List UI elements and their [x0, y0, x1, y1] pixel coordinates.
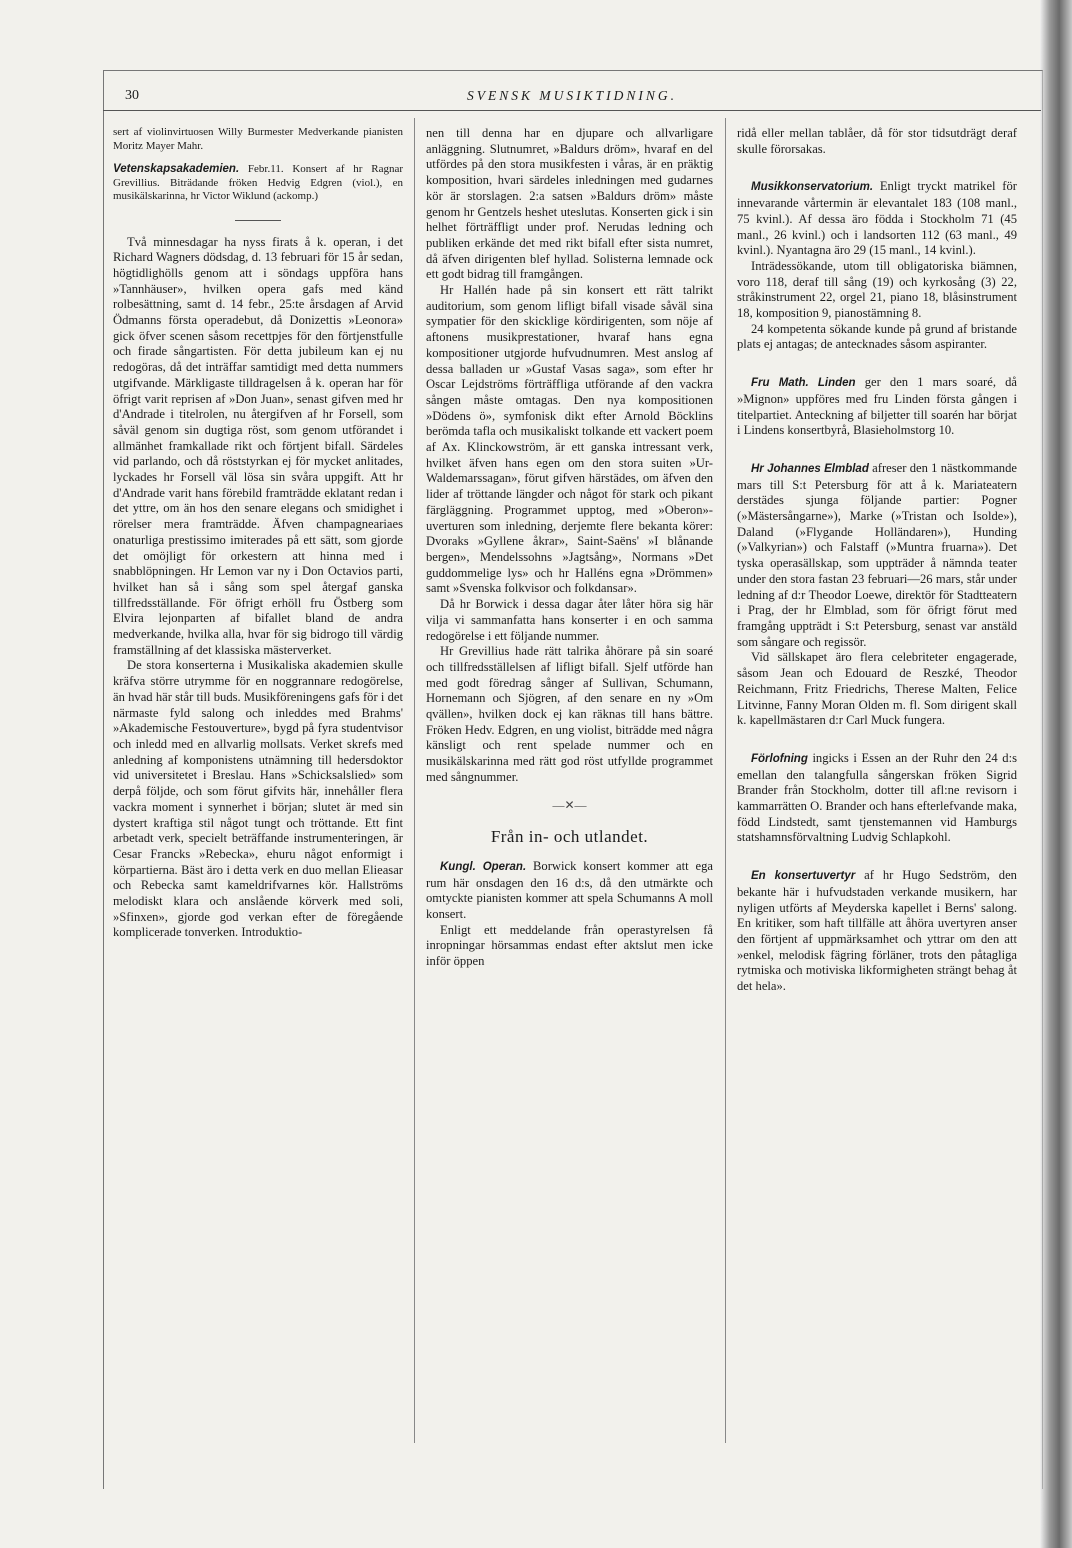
news-text: ger den 1 mars soaré, då »Mignon» uppföres med fru Linden första gången i titelpartiet. Anteckning af biljetter till soarén har börjat i Lindens konsertbyrå, Blasieholmstorg 10.	[737, 375, 1017, 438]
column-2	[426, 126, 713, 1456]
news-item	[737, 751, 1017, 846]
article-paragraph: 24 kompetenta sökande kunde på grund af bristande plats ej antagas; de antecknades såsom aspiranter.	[737, 321, 1017, 352]
news-text: ingicks i Essen an der Ruhr den 24 d:s emellan den talangfulla sångerskan fröken Sigrid Brander från Stockholm, dotter till afl:ne revisorn i kammarrätten O. Brander och hans efterlefvande maka, född Lindstedt, samt tjenstemannen vid Hamburgs statshamnsförvaltning Ludvig Schlapkohl.	[737, 750, 1017, 845]
separator-rule	[235, 220, 281, 221]
article-paragraph: Vid sällskapet äro flera celebriteter engagerade, såsom Jean och Edouard de Reszké, Theodor Reichmann, Fritz Friedrichs, Therese Malten, Felice Litvinne, Fanny Moran Olden m. fl. Som dirigent skall k. kapellmästaren d:r Carl Muck fungera.	[737, 650, 1017, 728]
news-text: Enligt tryckt matrikel för innevarande vårtermin är elevantalet 183 (108 manl., 75 kvinl.). Af dessa äro födda i Stockholm 71 (45 manl., 26 kvinl.) och i landsorten 112 (63 manl., 49 kvinl.). Nyantagna äro 29 (15 manl., 14 kvinl.).	[737, 179, 1017, 258]
news-item	[737, 868, 1017, 995]
concert-notices	[113, 126, 403, 204]
news-item	[737, 375, 1017, 439]
article-paragraph: ridå eller mellan tablåer, då för stor tidsutdrägt deraf skulle förorsakas.	[737, 126, 1017, 156]
kicker: Vetenskapsakademien.	[113, 163, 240, 175]
kicker: Förlofning	[751, 752, 808, 765]
page-number: 30	[125, 88, 139, 103]
section-heading: Från in- och utlandet.	[490, 827, 649, 847]
news-text: af hr Hugo Sedström, den bekante här i hufvudstaden verkande musikern, har nyligen utförts af Meyderska kapellet i Berns' salong. En kritiker, som haft tillfälle att åhöra uvertyren anser den förtjent af uppmärksamhet och yttrar om den att »enkel, melodisk fägring förläner, trots den påtagliga rytmiska och motiviska likformigheten strängt behag åt det hela».	[737, 868, 1017, 994]
column-rule-2	[725, 118, 726, 1443]
section-divider: —✕—	[552, 797, 587, 812]
news-item	[737, 179, 1017, 259]
running-header	[103, 84, 1041, 111]
journal-title: SVENSK MUSIKTIDNING.	[466, 88, 677, 103]
article-paragraph: Enligt ett meddelande från operastyrelsen få inropningar hörsammas endast efter aktslut men icke inför öppen	[426, 922, 713, 969]
notice-intro: sert af violinvirtuosen Willy Burmester Medverkande pianisten Moritz Mayer Mahr.	[113, 126, 403, 152]
notice-vetenskapsakademien	[113, 163, 403, 204]
notice-text: Febr.11. Konsert af hr Ragnar Grevillius. Biträdande fröken Hedvig Edgren (viol.), en musikälskarinna, hr Victor Wiklund (ackomp.)	[113, 163, 403, 202]
news-item	[737, 461, 1017, 650]
kicker: Fru Math. Linden	[751, 377, 856, 390]
news-item	[426, 859, 713, 923]
column-3	[737, 126, 1017, 1456]
column-rule-1	[414, 118, 415, 1443]
news-text: Borwick konsert kommer att ega rum här onsdagen den 16 d:s, då den utmärkte och omtyckte pianisten kommer att spela Schumanns A moll konsert.	[426, 858, 713, 922]
article-paragraph: Hr Hallén hade på sin konsert ett rätt talrikt auditorium, som genom lifligt bifall visade såväl sina sympatier för den skicklige kördirigenten, som nöje af aftonens musikprestationer, hvaraf hans egna kompositioner utgjorde hufvudnumren. Mest anslog af dessa balladen ur »Gustaf Vasas saga», som efter hr Oscar Lejdströms förträffliga utförande af den vackra sången måste omtagas. Den nya kompositionen »Dödens ö», symfonisk dikt efter Arnold Böcklins berömda tafla och musikaliskt tolkande ett vackert poem af Ax. Klinckowström, är ett ganska intressant verk, hvilket äfven hans egen om den stora suiten »Ur-Waldemarssagan», förut gifven härstädes, om äfven den lider af tröttande längder och något för stark och pikant färgläggning. Programmet upptog, med »Oberon»-uverturen som inledning, derjemte flere bekanta körer: Dvoraks »Gyllene åkrar», Saint-Saëns' »I blånande bergen», Mendelssohns »Jagtsång», Normans »Det guddommelige lys» och hr Halléns egna »Drömmen» samt »Svenska folkvisor och folkdansar».	[426, 283, 713, 596]
article-paragraph: Inträdessökande, utom till obligatoriska biämnen, voro 118, deraf till sång (19) och kyrkosång (3) 22, stråkinstrument 22, orgel 21, piano 18, blåsinstrument 18, komposition 9, pianostämning 8.	[737, 258, 1017, 321]
article-paragraph: Två minnesdagar ha nyss firats å k. operan, i det Richard Wagners dödsdag, d. 13 februari för 15 år sedan, högtidlighölls genom att i söndags uppföra hans »Tannhäuser», hvilken opera gafs med känd rolbesättning, samt d. 14 febr., 25:te årsdagen af Arvid Ödmanns första operadebut, då Donizettis »Leonora» gick öfver scenen såsom recettpjes för den förtjenstfulle och firade sångartisten. För detta jubileum kan ej nu redogöras, då det inträffar samtidigt med detta nummers utgifvande. Märkligaste tilldragelsen å k. operan har för öfrigt varit reprisen af »Don Juan», senast gifven med hr d'Andrade i titelrolen, nu återgifven af hr Forsell, som såväl genom sin dugtiga röst, som genom utförandet i allmänhet framkallade rikt och förtjent bifall. Särdeles vid parlando, och då röststyrkan ej för mycket anlitades, lyckades hr Forsell väl lösa sin svåra uppgift. Att hr d'Andrade varit hans förebild framträdde eklatant redan i det yttre, om än hos den senare elegans och smidighet i rörelser mera framträdde. Äfven champagneariaes onaturliga prestissimo imiterades på ett sätt, som gjorde det omöjligt för orkestern att hinna med i snabblöpningen. Hr Lemon var ny i Don Octavios parti, hvilket han så i sång som spel återgaf ganska tillfredsställande. För öfrigt erhöll fru Östberg som Elvira lejonparten af bifallet bland de andra medverkande, hvilka alla, hvar för sig bidrogo till värdig framställning af det klassiska mästerverket.	[113, 234, 403, 657]
article-paragraph: nen till denna har en djupare och allvarligare anläggning. Slutnumret, »Baldurs dröm», hvaraf en del utfördes på den stora musikfesten i våras, är en präktig komposition, hvari särdeles inledningen med gudarnes kör är storslagen. 2:a satsen »Baldurs dröm» måste genom hr Gentzels heshet uteslutas. Konserten gick i sin helhet förträffligt under prof. Nerudas ledning och publiken erkände det med rikt bifall efter sista numret, då äfven dirigenten blef hyllad. Solisterna lemnade ock ett godt bidrag till framgången.	[426, 126, 713, 282]
kicker: Kungl. Operan.	[440, 860, 527, 873]
kicker: En konsertuvertyr	[751, 870, 856, 883]
article-paragraph: Då hr Borwick i dessa dagar åter låter höra sig här vilja vi sammanfatta hans konserter i en och samma redogörelse i ett följande nummer.	[426, 597, 713, 643]
page-edge-shadow	[1040, 0, 1072, 1548]
article-paragraph: De stora konserterna i Musikaliska akademien skulle kräfva större utrymme för en noggrannare redogörelse, än hvad här står till buds. Musikföreningens gafs för i det närmaste fyld salong och inleddes med Brahms' »Akademische Festouverture», bygd på fyra studentvisor och inledd med en allvarlig mollsats. Verket skrefs med anledning af komponistens utnämning till hedersdoktor vid universitetet i Breslau. Hans »Schicksalslied» som derpå följde, och som förut gifvits här, innehåller flera vackra moment i synnerhet i början; slutet är med sin dystert kraftiga stil något tungt och tröttande. Ett fint arbetadt verk, specielt beträffande instrumenteringen, är Cesar Francks »Rebecka», ehuru något enformigt i körpartierna. Bäst äro i detta verk en duo mellan Elieasar och Rebecka samt kameldrifvarnes kör. Hallströms melodiskt klara och anslående körverk med soli, »Sfinxen», gjorde god verkan efter de föregående komplicerade tonverken. Introduktio-	[113, 658, 403, 940]
column-1	[113, 126, 403, 1456]
news-text: afreser den 1 nästkommande mars till S:t Petersburg för att å k. Mariateatern derstädes sjunga följande partier: Pogner (»Mästersångarne»), Marke (»Tristan och Isolde»), Daland (»Flygande Holländaren»), Hunding (»Valkyrian») och Falstaff (»Muntra fruarna»). Det tyska operasällskap, som uppträder å nämnda teater under den stora fastan 23 februari—26 mars, står under ledning af d:r Theodor Loewe, direktör för Stadtteatern i Prag, der hr Elmblad, som för öfrigt förut med framgång uppträdt i S:t Petersburg, senast var anstäld som sångare och regissör.	[737, 460, 1017, 649]
kicker: Musikkonservatorium.	[751, 181, 874, 194]
kicker: Hr Johannes Elmblad	[751, 462, 869, 475]
article-paragraph: Hr Grevillius hade rätt talrika åhörare på sin soaré och tillfredsställelsen af lifligt bifall. Sjelf utförde han med godt föredrag sånger af Sullivan, Schumann, Hornemann och Sjögren, af den senare en ny »Om qvällen», hvilken dock ej kan räknas till hans bättre. Fröken Hedv. Edgren, en ung violist, biträdde med några känsligt och rent spelade nummer och en musikälskarinna med rätt god röst utfyllde programmet med sångnummer.	[426, 644, 713, 784]
